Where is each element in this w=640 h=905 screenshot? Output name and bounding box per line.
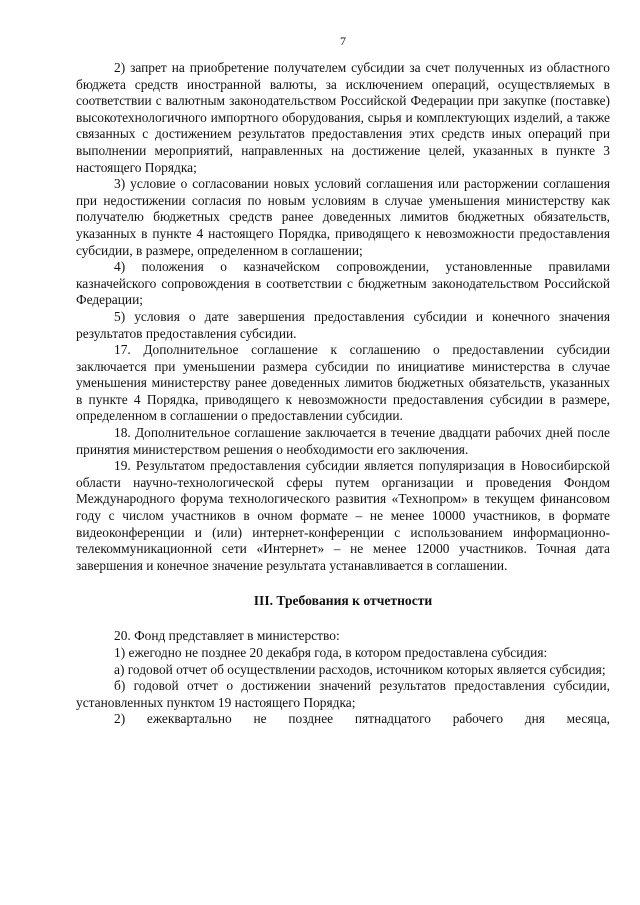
paragraph-20-1-b: б) годовой отчет о достижении значений результатов предоставления субсидии, установленных пунктом 19 настоящего Порядка;: [76, 678, 610, 710]
paragraph-20-1: 1) ежегодно не позднее 20 декабря года, в котором предоставлена субсидия:: [114, 645, 548, 660]
paragraph-16-5: 5) условия о дате завершения предоставления субсидии и конечного значения результатов предоставления субсидии.: [76, 308, 610, 341]
paragraph-20: 20. Фонд представляет в министерство:: [114, 628, 340, 644]
paragraph-17: 17. Дополнительное соглашение к соглашению о предоставлении субсидии заключается при уменьшении размера субсидии по инициативе министерства в случае уменьшения министерству ранее доведенных лимитов бюджетных обязательств, указанных в пункте 4 Порядка, приводящего к невозможности предоставления субсидии в размере, определенном в соглашении о предоставлении субсидии.: [76, 342, 610, 424]
paragraph-20-2: 2) ежеквартально не позднее пятнадцатого рабочего дня месяца,: [114, 711, 610, 727]
paragraph-16-2: 2) запрет на приобретение получателем субсидии за счет полученных из областного бюджета средств иностранной валюты, за исключением операций, осуществляемых в соответствии с валютным законодательством Российской Федерации при закупке (поставке) высокотехнологичного импортного оборудования, сырья и комплектующих изделий, а также связанных с достижением результатов предоставления этих средств иных операций при выполнении мероприятий, направленных на достижение целей, указанных в пункте 3 настоящего Порядка;: [76, 60, 610, 175]
section-heading: III. Требования к отчетности: [253, 593, 433, 609]
document-page: [76, 34, 610, 728]
paragraph-19: 19. Результатом предоставления субсидии является популяризация в Новосибирской области научно-технологической сферы путем организации и проведения Фондом Международного форума технологического развития «Технопром» в текущем финансовом году с числом участников в очном формате – не менее 10000 участников, в формате видеоконференции и (или) интернет-конференции с использованием информационно-телекоммуникационной сети «Интернет» – не менее 12000 участников. Точная дата завершения и конечное значение результата устанавливается в соглашении.: [76, 458, 610, 573]
paragraph-18: 18. Дополнительное соглашение заключается в течение двадцати рабочих дней после принятия министерством решения о необходимости его заключения.: [76, 425, 610, 457]
paragraph-20-1-a: а) годовой отчет об осуществлении расходов, источником которых является субсидия;: [114, 661, 606, 677]
paragraph-16-4: 4) положения о казначейском сопровождении, установленные правилами казначейского сопровождения в соответствии с бюджетным законодательством Российской Федерации;: [76, 259, 610, 308]
page-number: 7: [340, 34, 346, 48]
paragraph-16-3: 3) условие о согласовании новых условий соглашения или расторжении соглашения при недостижении согласия по новым условиям в случае уменьшения министерству как получателю бюджетных средств ранее доведенных лимитов бюджетных обязательств, указанных в пункте 4 настоящего Порядка, приводящего к невозможности предоставления субсидии, в размере, определенном в соглашении;: [76, 176, 610, 258]
